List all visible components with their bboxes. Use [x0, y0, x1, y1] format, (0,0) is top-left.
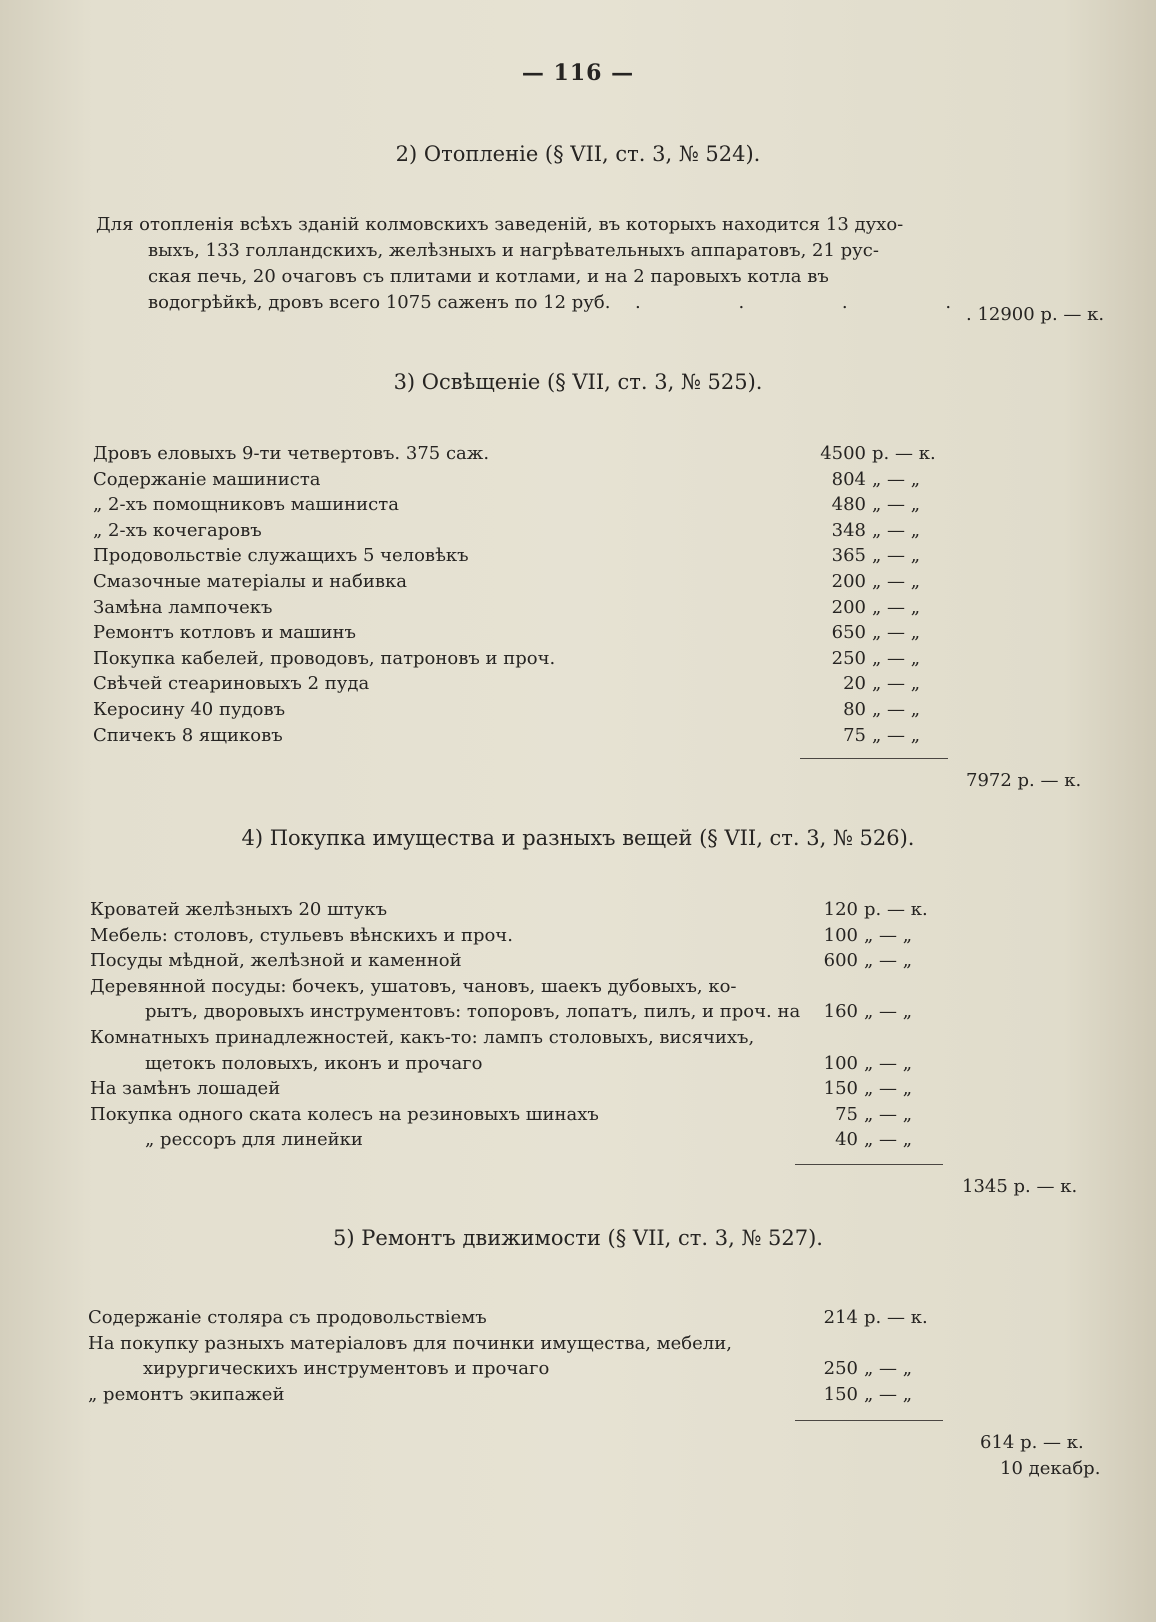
section-heading-repair: 5) Ремонтъ движимости (§ VII, ст. 3, № 527).: [333, 1226, 823, 1250]
item-label: Кроватей желѣзныхъ 20 штукъ: [90, 899, 388, 920]
ledger-row: [93, 648, 993, 674]
ledger-row: [93, 520, 993, 546]
item-currency: „ — „: [872, 545, 921, 567]
sum-rule: [800, 758, 948, 759]
ledger-row: [90, 1053, 990, 1079]
item-label: „ 2-хъ помощниковъ машиниста: [93, 494, 399, 516]
item-label: „ рессоръ для линейки: [145, 1129, 363, 1151]
item-currency: „ — „: [872, 622, 921, 644]
item-amount: 20: [843, 673, 866, 695]
item-amount: 100: [823, 1052, 858, 1074]
item-label: Продовольствіе служащихъ 5 человѣкъ: [93, 545, 469, 567]
section-heading-lighting: 3) Освѣщеніе (§ VII, ст. 3, № 525).: [393, 370, 763, 394]
catchword: 10 декабр.: [1000, 1458, 1101, 1479]
item-currency: „ — „: [864, 1001, 913, 1023]
ledger-row: [88, 1333, 988, 1359]
ledger-row: [90, 1001, 990, 1027]
item-currency: „ — „: [872, 468, 921, 490]
ledger-row: [90, 925, 990, 951]
ledger-row: [90, 1129, 990, 1155]
item-amount: 75: [835, 1103, 858, 1125]
item-currency: „ — „: [872, 673, 921, 695]
heating-paragraph-line: водогрѣйкѣ, дровъ всего 1075 саженъ по 12 руб.: [148, 292, 611, 313]
item-label: Посуды мѣдной, желѣзной и каменной: [90, 950, 462, 972]
item-label: Комнатныхъ принадлежностей, какъ-то: лампъ столовыхъ, висячихъ,: [90, 1027, 755, 1048]
item-label: Свѣчей стеариновыхъ 2 пуда: [93, 673, 370, 695]
ledger-row: [90, 950, 990, 976]
section-heading-heating: 2) Отопленіе (§ VII, ст. 3, № 524).: [395, 142, 761, 166]
item-label: Содержаніе столяра съ продовольствіемъ: [88, 1307, 487, 1328]
item-amount: 600: [823, 950, 858, 972]
ledger-row: [93, 622, 993, 648]
heating-paragraph-line: выхъ, 133 голландскихъ, желѣзныхъ и нагрѣвательныхъ аппаратовъ, 21 рус-: [148, 240, 879, 261]
item-amount: 214: [823, 1307, 858, 1328]
ledger-row: [93, 673, 993, 699]
ledger-row: [93, 545, 993, 571]
item-currency: р. — к.: [864, 899, 928, 920]
item-label: Ремонтъ котловъ и машинъ: [93, 622, 356, 644]
ledger-row: [90, 899, 990, 925]
item-currency: „ — „: [864, 1103, 913, 1125]
item-currency: „ — „: [864, 1078, 913, 1100]
ledger-row: [93, 597, 993, 623]
item-label: „ 2-хъ кочегаровъ: [93, 519, 262, 541]
ledger-row: [93, 699, 993, 725]
ledger-row: [93, 469, 993, 495]
item-currency: „ — „: [864, 924, 913, 946]
ledger-row: [90, 1078, 990, 1104]
item-amount: 160: [823, 1001, 858, 1023]
item-currency: „ — „: [872, 571, 921, 592]
item-label: хирургическихъ инструментовъ и прочаго: [143, 1358, 550, 1380]
item-amount: 804: [831, 468, 866, 490]
section-total: 7972 р. — к.: [966, 770, 1082, 791]
ledger-row: [90, 1027, 990, 1053]
item-label: Спичекъ 8 ящиковъ: [93, 724, 283, 746]
ledger-row: [93, 725, 993, 751]
leader-dots: . . . .: [635, 292, 998, 313]
item-currency: р. — к.: [864, 1307, 928, 1328]
ledger-row: [93, 443, 993, 469]
heating-paragraph-line: ская печь, 20 очаговъ съ плитами и котлами, и на 2 паровыхъ котла въ: [148, 266, 829, 287]
item-amount: 250: [823, 1358, 858, 1380]
item-currency: „ — „: [872, 647, 921, 669]
item-label: Покупка одного ската колесъ на резиновыхъ шинахъ: [90, 1103, 599, 1125]
item-label: рытъ, дворовыхъ инструментовъ: топоровъ, лопатъ, пилъ, и проч. на: [145, 1001, 801, 1023]
item-currency: „ — „: [864, 950, 913, 972]
item-amount: 150: [823, 1078, 858, 1100]
item-amount: 348: [831, 519, 866, 541]
section-heading-purchases: 4) Покупка имущества и разныхъ вещей (§ VII, ст. 3, № 526).: [241, 826, 915, 850]
ledger-row: [90, 1104, 990, 1130]
item-amount: 365: [831, 545, 866, 567]
item-amount: 200: [831, 596, 866, 618]
sum-rule: [795, 1164, 943, 1165]
item-label: „ ремонтъ экипажей: [88, 1383, 285, 1405]
section-total: . 12900 р. — к.: [966, 304, 1105, 325]
sum-rule: [795, 1420, 943, 1421]
item-currency: „ — „: [872, 724, 921, 746]
item-amount: 80: [843, 699, 866, 720]
item-label: Покупка кабелей, проводовъ, патроновъ и проч.: [93, 647, 556, 669]
item-currency: „ — „: [864, 1383, 913, 1405]
item-currency: „ — „: [864, 1358, 913, 1380]
section-total: 1345 р. — к.: [962, 1176, 1078, 1197]
item-amount: 40: [835, 1129, 858, 1151]
item-amount: 150: [823, 1383, 858, 1405]
item-amount: 250: [831, 647, 866, 669]
item-currency: „ — „: [872, 519, 921, 541]
page-number: — 116 —: [521, 60, 635, 86]
item-label: Керосину 40 пудовъ: [93, 699, 286, 720]
item-amount: 120: [823, 899, 858, 920]
item-label: Дровъ еловыхъ 9-ти четвертовъ. 375 саж.: [93, 443, 490, 464]
item-label: Смазочные матеріалы и набивка: [93, 571, 407, 592]
item-label: На замѣнъ лошадей: [90, 1078, 281, 1100]
item-label: щетокъ половыхъ, иконъ и прочаго: [145, 1052, 483, 1074]
item-currency: „ — „: [864, 1129, 913, 1151]
item-amount: 480: [831, 494, 866, 516]
item-currency: „ — „: [872, 596, 921, 618]
ledger-row: [93, 494, 993, 520]
ledger-row: [88, 1307, 988, 1333]
item-label: Содержаніе машиниста: [93, 468, 321, 490]
heating-paragraph-line: Для отопленія всѣхъ зданій колмовскихъ заведеній, въ которыхъ находится 13 духо-: [96, 214, 904, 235]
item-label: Мебель: столовъ, стульевъ вѣнскихъ и проч.: [90, 924, 513, 946]
ledger-row: [88, 1358, 988, 1384]
item-amount: 75: [843, 724, 866, 746]
item-amount: 200: [831, 571, 866, 592]
item-currency: „ — „: [872, 699, 921, 720]
item-amount: 100: [823, 924, 858, 946]
item-label: Замѣна лампочекъ: [93, 596, 273, 618]
item-currency: „ — „: [864, 1052, 913, 1074]
item-label: На покупку разныхъ матеріаловъ для починки имущества, мебели,: [88, 1332, 732, 1354]
item-amount: 4500: [820, 443, 866, 464]
item-currency: р. — к.: [872, 443, 936, 464]
ledger-row: [93, 571, 993, 597]
item-currency: „ — „: [872, 494, 921, 516]
item-amount: 650: [831, 622, 866, 644]
ledger-row: [90, 976, 990, 1002]
item-label: Деревянной посуды: бочекъ, ушатовъ, чановъ, шаекъ дубовыхъ, ко-: [90, 975, 737, 997]
section-total: 614 р. — к.: [980, 1432, 1084, 1453]
ledger-row: [88, 1384, 988, 1410]
